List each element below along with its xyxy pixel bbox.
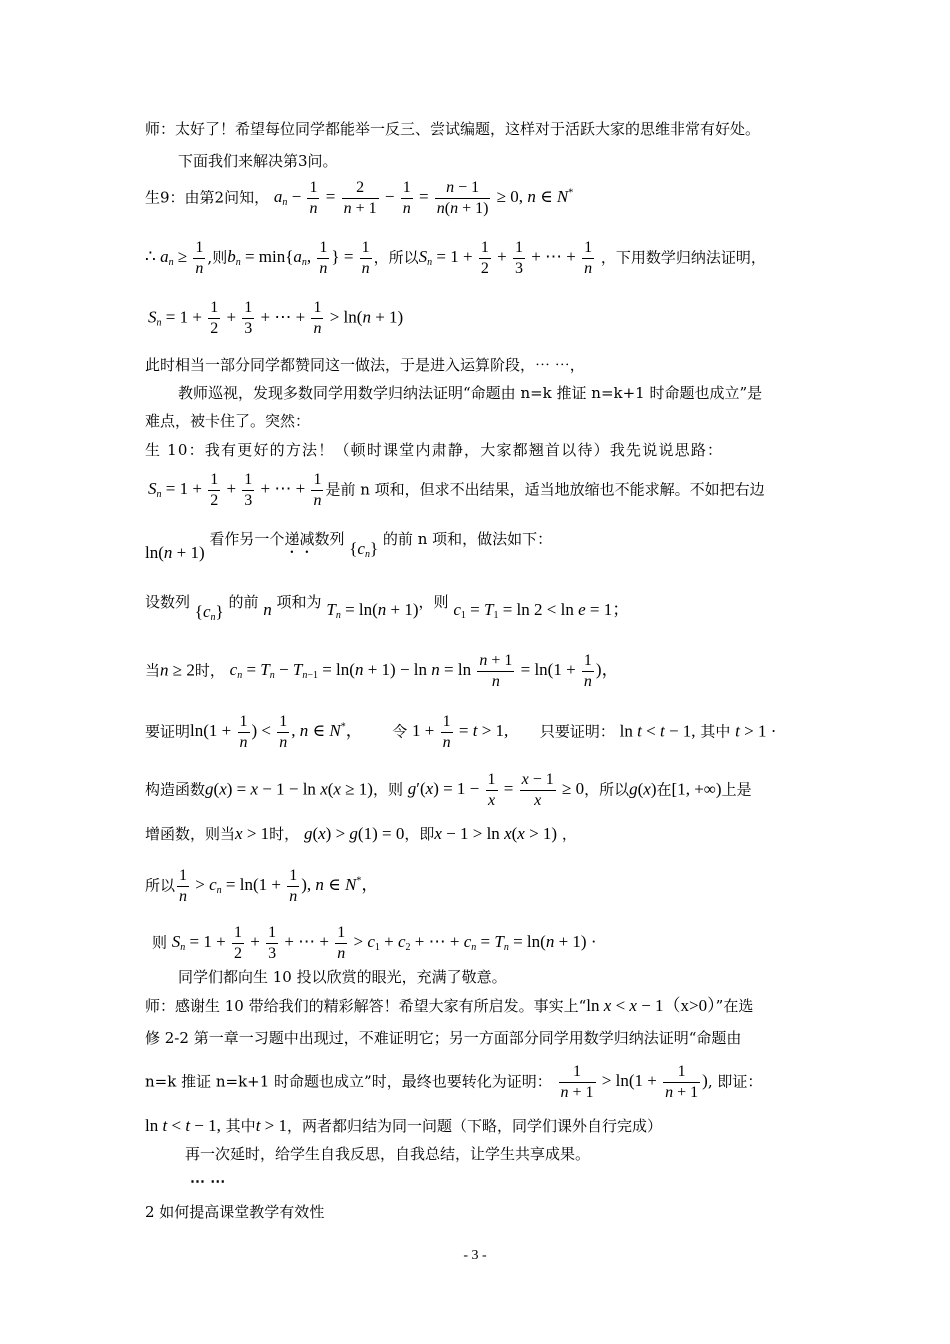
math-cn-set: $\{c_n\}$ xyxy=(349,539,379,560)
text-to-prove: 要证明 xyxy=(145,722,191,741)
math-1n-gt-cn: $\frac{1}{n}$ > $c_n = \ln(1$ + $\frac{1}{n}$ ), n ∈ N*， xyxy=(179,867,379,905)
text-sequence: 数列 xyxy=(314,530,345,548)
text-first: 的前 xyxy=(228,593,259,611)
text-increasing: 增函数，则当 xyxy=(145,825,236,843)
line-student10: 生 10：我有更好的方法！（顿时课堂内肃静，大家都翘首以待）我先说说思路： xyxy=(145,441,724,459)
text-namely: ，即 xyxy=(404,825,435,843)
math-ln-t-2: ln t < t − 1, xyxy=(145,1116,221,1135)
math-ln-t: ln t < t − 1, xyxy=(619,721,696,741)
line-admiration: 同学们都向生 10 投以欣赏的眼光，充满了敬意。 xyxy=(178,968,507,986)
line-therefore xyxy=(145,240,766,277)
text-is: 上是 xyxy=(721,780,752,799)
line-sn-partial-sum xyxy=(148,472,765,509)
text-induction: ，下用数学归纳法证明， xyxy=(600,248,766,267)
text-sum-is: 项和为 xyxy=(276,593,322,611)
line-difficulty: 难点，被卡住了。突然： xyxy=(145,412,311,430)
math-g-gt-0: g(x) > g(1) = 0 xyxy=(303,824,405,843)
line-construct-function xyxy=(145,772,752,809)
line-third-question: 下面我们来解决第3问。 xyxy=(178,152,338,170)
text-then-4: 则 xyxy=(152,933,168,952)
math-t-gt-1-2: t > 1 xyxy=(255,1116,288,1135)
math-x-gt-1: x > 1 xyxy=(235,824,270,843)
text-partial-sum: 是前 n 项和，但求不出结果，适当地放缩也不能求解。不如把右边 xyxy=(325,480,765,499)
math-bn-min: $b_n = \min\{a_n$, $\frac{1}{n}$ } = $\frac{1}{n}$ xyxy=(227,239,370,277)
text-in-elective: ”在选 xyxy=(715,997,754,1015)
text-regard: 看作另一个 xyxy=(209,530,285,548)
line-n-equals-k xyxy=(145,1064,762,1101)
math-c1: $c_1 = T_1 = \ln 2 < \ln e = 1$； xyxy=(453,600,630,621)
math-n: n xyxy=(263,600,272,619)
math-ln-n1: ln(n + 1) xyxy=(145,543,205,562)
math-tn-def: $T_n = \ln(n + 1)$ xyxy=(326,600,419,621)
text-method: 的前 n 项和，做法如下： xyxy=(382,530,553,548)
line-same-problem xyxy=(145,1117,662,1134)
page-number: - 3 - xyxy=(463,1248,487,1263)
text-where: 其中 xyxy=(700,722,731,741)
math-g-x: g(x) xyxy=(629,779,657,799)
line-increasing: 增函数，则当x > 1时， g(x) > g(1) = 0，即x − 1 > ln x(x > 1) ， xyxy=(145,824,577,843)
text-same-problem: ，两者都归结为同一问题（下略，同学们课外自行完成） xyxy=(287,1117,663,1135)
line-delay-again: 再一次延时，给学生自我反思，自我总结，让学生共享成果。 xyxy=(185,1145,591,1163)
text-where-2: 其中 xyxy=(225,1117,256,1135)
text-thanks: 师：感谢生 10 带给我们的精彩解答！希望大家有所启发。事实上“ xyxy=(145,997,587,1015)
line-teacher-thanks xyxy=(145,997,753,1014)
math-ln-x-lt: ln x < x − 1（x>0） xyxy=(586,996,716,1015)
text-construct: 构造函数 xyxy=(145,780,206,799)
math-sn-final: $S_n = 1$ + $\frac{1}{2}$ + $\frac{1}{3}$ + ⋯ + $\frac{1}{n}$ > $c_1 + c_2$ + ⋯ + $c_n = T_n = \ln(n + 1)$ · xyxy=(171,924,597,962)
math-prove-ineq: ln(1 + $\frac{1}{n}$ ) < $\frac{1}{n}$ , n ∈ N*， xyxy=(190,713,363,751)
line-teacher-patrol: 教师巡视，发现多数同学用数学归纳法证明“命题由 n=k 推证 n=k+1 时命题也成立”是 xyxy=(178,384,763,402)
line-teacher-praise: 师：太好了！希望每位同学都能举一反三、尝试编题，这样对于活跃大家的思维非常有好处。 xyxy=(145,120,761,138)
line-define-cn xyxy=(145,593,630,623)
line-class-agree: 此时相当一部分同学都赞同这一做法，于是进入运算阶段，⋯ ⋯， xyxy=(145,356,585,374)
math-g-derivative: g′(x) = 1 − $\frac{1}{x}$ = $\frac{x - 1}{x}$ ≥ 0 xyxy=(407,771,585,809)
math-x-ln-ineq: x − 1 > ln x(x > 1) xyxy=(434,824,558,843)
text-then: ,则 xyxy=(207,248,228,267)
text-only-prove: 只要证明： xyxy=(539,722,615,741)
text-on: 在 xyxy=(656,780,672,799)
section-heading: 2 如何提高课堂教学有效性 xyxy=(145,1203,325,1221)
line-final-sn xyxy=(152,925,597,962)
text-so: ，所以 xyxy=(373,248,419,267)
line-elective: 修 2-2 第一章一习题中出现过，不难证明它；另一方面部分同学用数学归纳法证明“命题由 xyxy=(145,1029,742,1047)
math-therefore-an: ∴ $a_n$ ≥ $\frac{1}{n}$ xyxy=(145,239,204,277)
text-time: 时， xyxy=(194,661,225,680)
text-let: 令 xyxy=(392,722,408,741)
math-an-inequality: $a_n$ − $\frac{1}{n}$ = $\frac{2}{n + 1}$ − $\frac{1}{n}$ = $\frac{n - 1}{n(n + 1)}$ ≥ 0, n ∈ N* xyxy=(273,179,574,217)
line-student9 xyxy=(145,180,573,217)
math-ind-ineq: $\frac{1}{n + 1}$ > ln(1 + $\frac{1}{n + 1}$ ) xyxy=(560,1063,708,1101)
math-t-gt-1: t > 1 · xyxy=(735,721,777,741)
text-when: 当 xyxy=(145,661,161,680)
math-cn-formula: $c_n = T_n - T_{n-1} = \ln(n + 1) - \ln n = \ln$ $\frac{n + 1}{n}$ = ln(1 + $\frac{1}{n}$ )， xyxy=(229,652,619,690)
line-so-cn xyxy=(145,868,378,905)
text-then-2: ，则 xyxy=(418,593,449,611)
math-let-t: 1 + $\frac{1}{n}$ = t > 1, xyxy=(412,713,509,751)
text-let-seq: 设数列 xyxy=(145,593,191,611)
line-to-prove xyxy=(145,714,776,751)
text-nk: n=k 推证 n=k+1 时命题也成立”时，最终也要转化为证明： xyxy=(145,1072,552,1091)
math-sn-ln: $S_n = 1$ + $\frac{1}{2}$ + $\frac{1}{3}$ + ⋯ + $\frac{1}{n}$ > ln(n + 1) xyxy=(148,299,404,337)
math-sn-sum-2: $S_n = 1$ + $\frac{1}{2}$ + $\frac{1}{3}$ + ⋯ + $\frac{1}{n}$ xyxy=(148,471,322,509)
text-decreasing: 递减 xyxy=(284,530,315,548)
text-so-2: ，所以 xyxy=(584,780,630,799)
math-g-def: g(x) = x − 1 − ln x(x ≥ 1) xyxy=(205,779,373,799)
text-namely-2: , 即证： xyxy=(707,1072,763,1091)
math-interval: [1, +∞) xyxy=(671,779,722,799)
math-sn-sum: $S_n = 1$ + $\frac{1}{2}$ + $\frac{1}{3}$ + ⋯ + $\frac{1}{n}$ xyxy=(418,239,593,277)
text-then-3: ，则 xyxy=(372,780,403,799)
math-cn-set-2: $\{c_n\}$ xyxy=(194,602,224,623)
text-time-2: 时， xyxy=(269,825,300,843)
line-ellipsis: ⋯ ⋯ xyxy=(190,1172,226,1190)
line-ln-as-sequence xyxy=(145,530,553,562)
line-when-n-ge-2 xyxy=(145,653,619,690)
text-so-3: 所以 xyxy=(145,876,176,895)
math-n-ge-2: n ≥ 2 xyxy=(160,660,195,680)
student9-prefix: 生9：由第2问知， xyxy=(145,188,270,207)
